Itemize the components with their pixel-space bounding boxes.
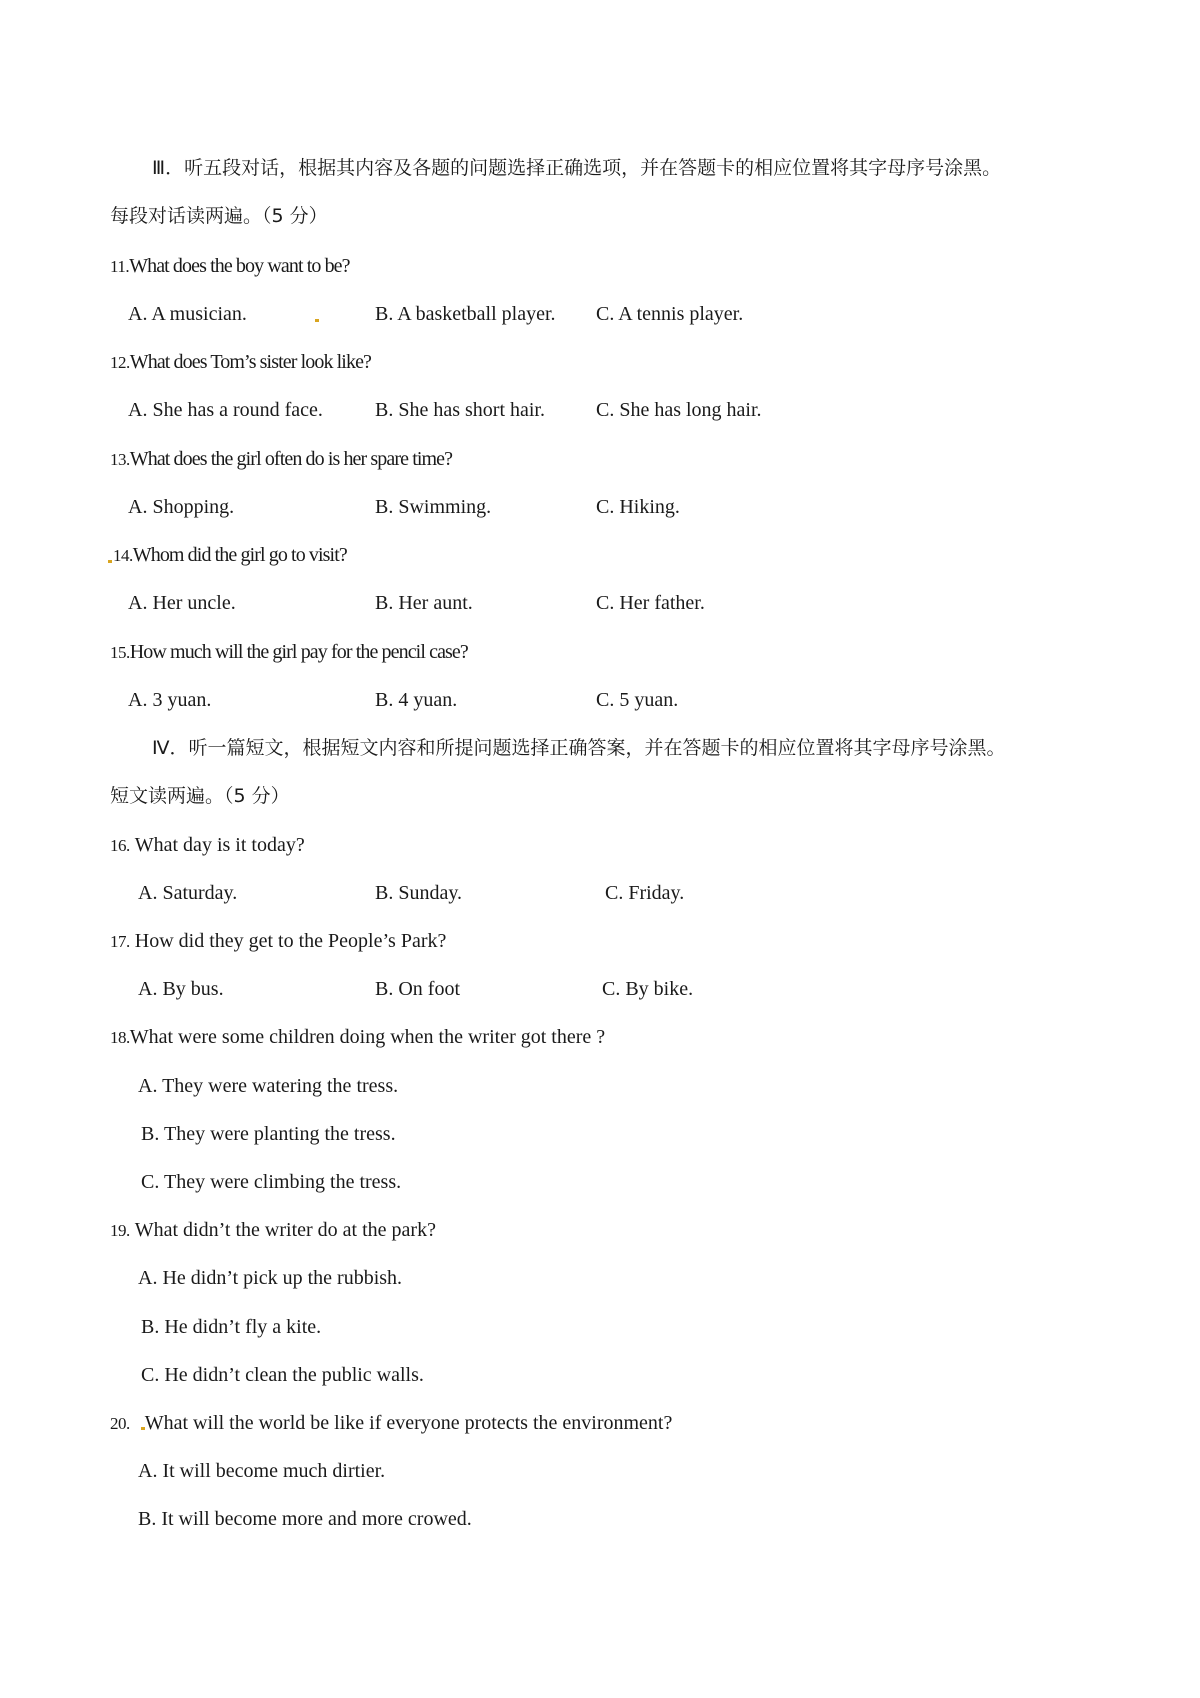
question-text: How much will the girl pay for the pencil case?: [129, 641, 468, 663]
question-15: [110, 639, 468, 666]
question-text: What does Tom’s sister look like?: [129, 351, 372, 373]
section4-instruction-line1: Ⅳ．听一篇短文，根据短文内容和所提问题选择正确答案，并在答题卡的相应位置将其字母序号涂黑。: [152, 737, 1006, 759]
question-text: What didn’t the writer do at the park?: [134, 1219, 436, 1241]
q12-option-a: A. She has a round face.: [128, 399, 323, 421]
q19-option-c: C. He didn’t clean the public walls.: [141, 1364, 424, 1386]
q12-option-b: B. She has short hair.: [375, 399, 545, 421]
q20-option-a: A. It will become much dirtier.: [138, 1460, 386, 1482]
question-number: 14.: [113, 546, 133, 565]
question-number: 12.: [110, 353, 130, 372]
q15-option-c: C. 5 yuan.: [596, 689, 679, 711]
q11-option-a: A. A musician.: [128, 303, 247, 325]
section3-instruction-line1: Ⅲ．听五段对话，根据其内容及各题的问题选择正确选项，并在答题卡的相应位置将其字母序号涂黑。: [152, 157, 1002, 179]
question-text: What day is it today?: [134, 834, 305, 856]
q18-option-c: C. They were climbing the tress.: [141, 1171, 402, 1193]
question-12: [110, 349, 371, 376]
question-number: 11.: [110, 257, 130, 276]
q15-option-a: A. 3 yuan.: [128, 689, 212, 711]
question-number: 19.: [110, 1221, 130, 1240]
question-text: How did they get to the People’s Park?: [134, 930, 447, 952]
question-number: 16.: [110, 836, 130, 855]
section4-instruction-line2: 短文读两遍。（5 分）: [110, 785, 290, 807]
q18-option-b: B. They were planting the tress.: [141, 1123, 396, 1145]
question-11: [110, 253, 350, 280]
q16-option-a: A. Saturday.: [138, 882, 238, 904]
q11-option-b: B. A basketball player.: [375, 303, 556, 325]
question-text: What does the boy want to be?: [129, 255, 350, 277]
q13-option-c: C. Hiking.: [596, 496, 680, 518]
q14-option-b: B. Her aunt.: [375, 592, 473, 614]
question-text: What does the girl often do is her spare time?: [129, 448, 453, 470]
q14-option-a: A. Her uncle.: [128, 592, 236, 614]
q14-option-c: C. Her father.: [596, 592, 705, 614]
question-number: 20.: [110, 1414, 130, 1433]
question-18: [110, 1024, 605, 1051]
question-text: What will the world be like if everyone protects the environment?: [144, 1412, 673, 1434]
q16-option-c: C. Friday.: [605, 882, 685, 904]
question-13: [110, 446, 452, 473]
q18-option-a: A. They were watering the tress.: [138, 1075, 399, 1097]
question-16: [110, 832, 305, 859]
q17-option-a: A. By bus.: [138, 978, 224, 1000]
q13-option-b: B. Swimming.: [375, 496, 492, 518]
question-17: [110, 928, 446, 955]
question-14: [113, 542, 347, 569]
question-number: 13.: [110, 450, 130, 469]
q11-option-c: C. A tennis player.: [596, 303, 744, 325]
q19-option-b: B. He didn’t fly a kite.: [141, 1316, 322, 1338]
question-number: 18.: [110, 1028, 130, 1047]
q16-option-b: B. Sunday.: [375, 882, 463, 904]
q13-option-a: A. Shopping.: [128, 496, 235, 518]
q15-option-b: B. 4 yuan.: [375, 689, 458, 711]
question-number: 15.: [110, 643, 130, 662]
q12-option-c: C. She has long hair.: [596, 399, 762, 421]
question-text: Whom did the girl go to visit?: [132, 544, 347, 566]
section3-instruction-line2: 每段对话读两遍。（5 分）: [110, 205, 328, 227]
q19-option-a: A. He didn’t pick up the rubbish.: [138, 1267, 403, 1289]
question-19: [110, 1217, 436, 1244]
question-number: 17.: [110, 932, 130, 951]
q17-option-b: B. On foot: [375, 978, 460, 1000]
stray-mark: [108, 560, 112, 563]
q17-option-c: C. By bike.: [602, 978, 694, 1000]
stray-mark: [315, 319, 319, 322]
question-20: [110, 1410, 672, 1437]
question-text: What were some children doing when the writer got there ?: [129, 1026, 606, 1048]
q20-option-b: B. It will become more and more crowed.: [138, 1508, 472, 1530]
